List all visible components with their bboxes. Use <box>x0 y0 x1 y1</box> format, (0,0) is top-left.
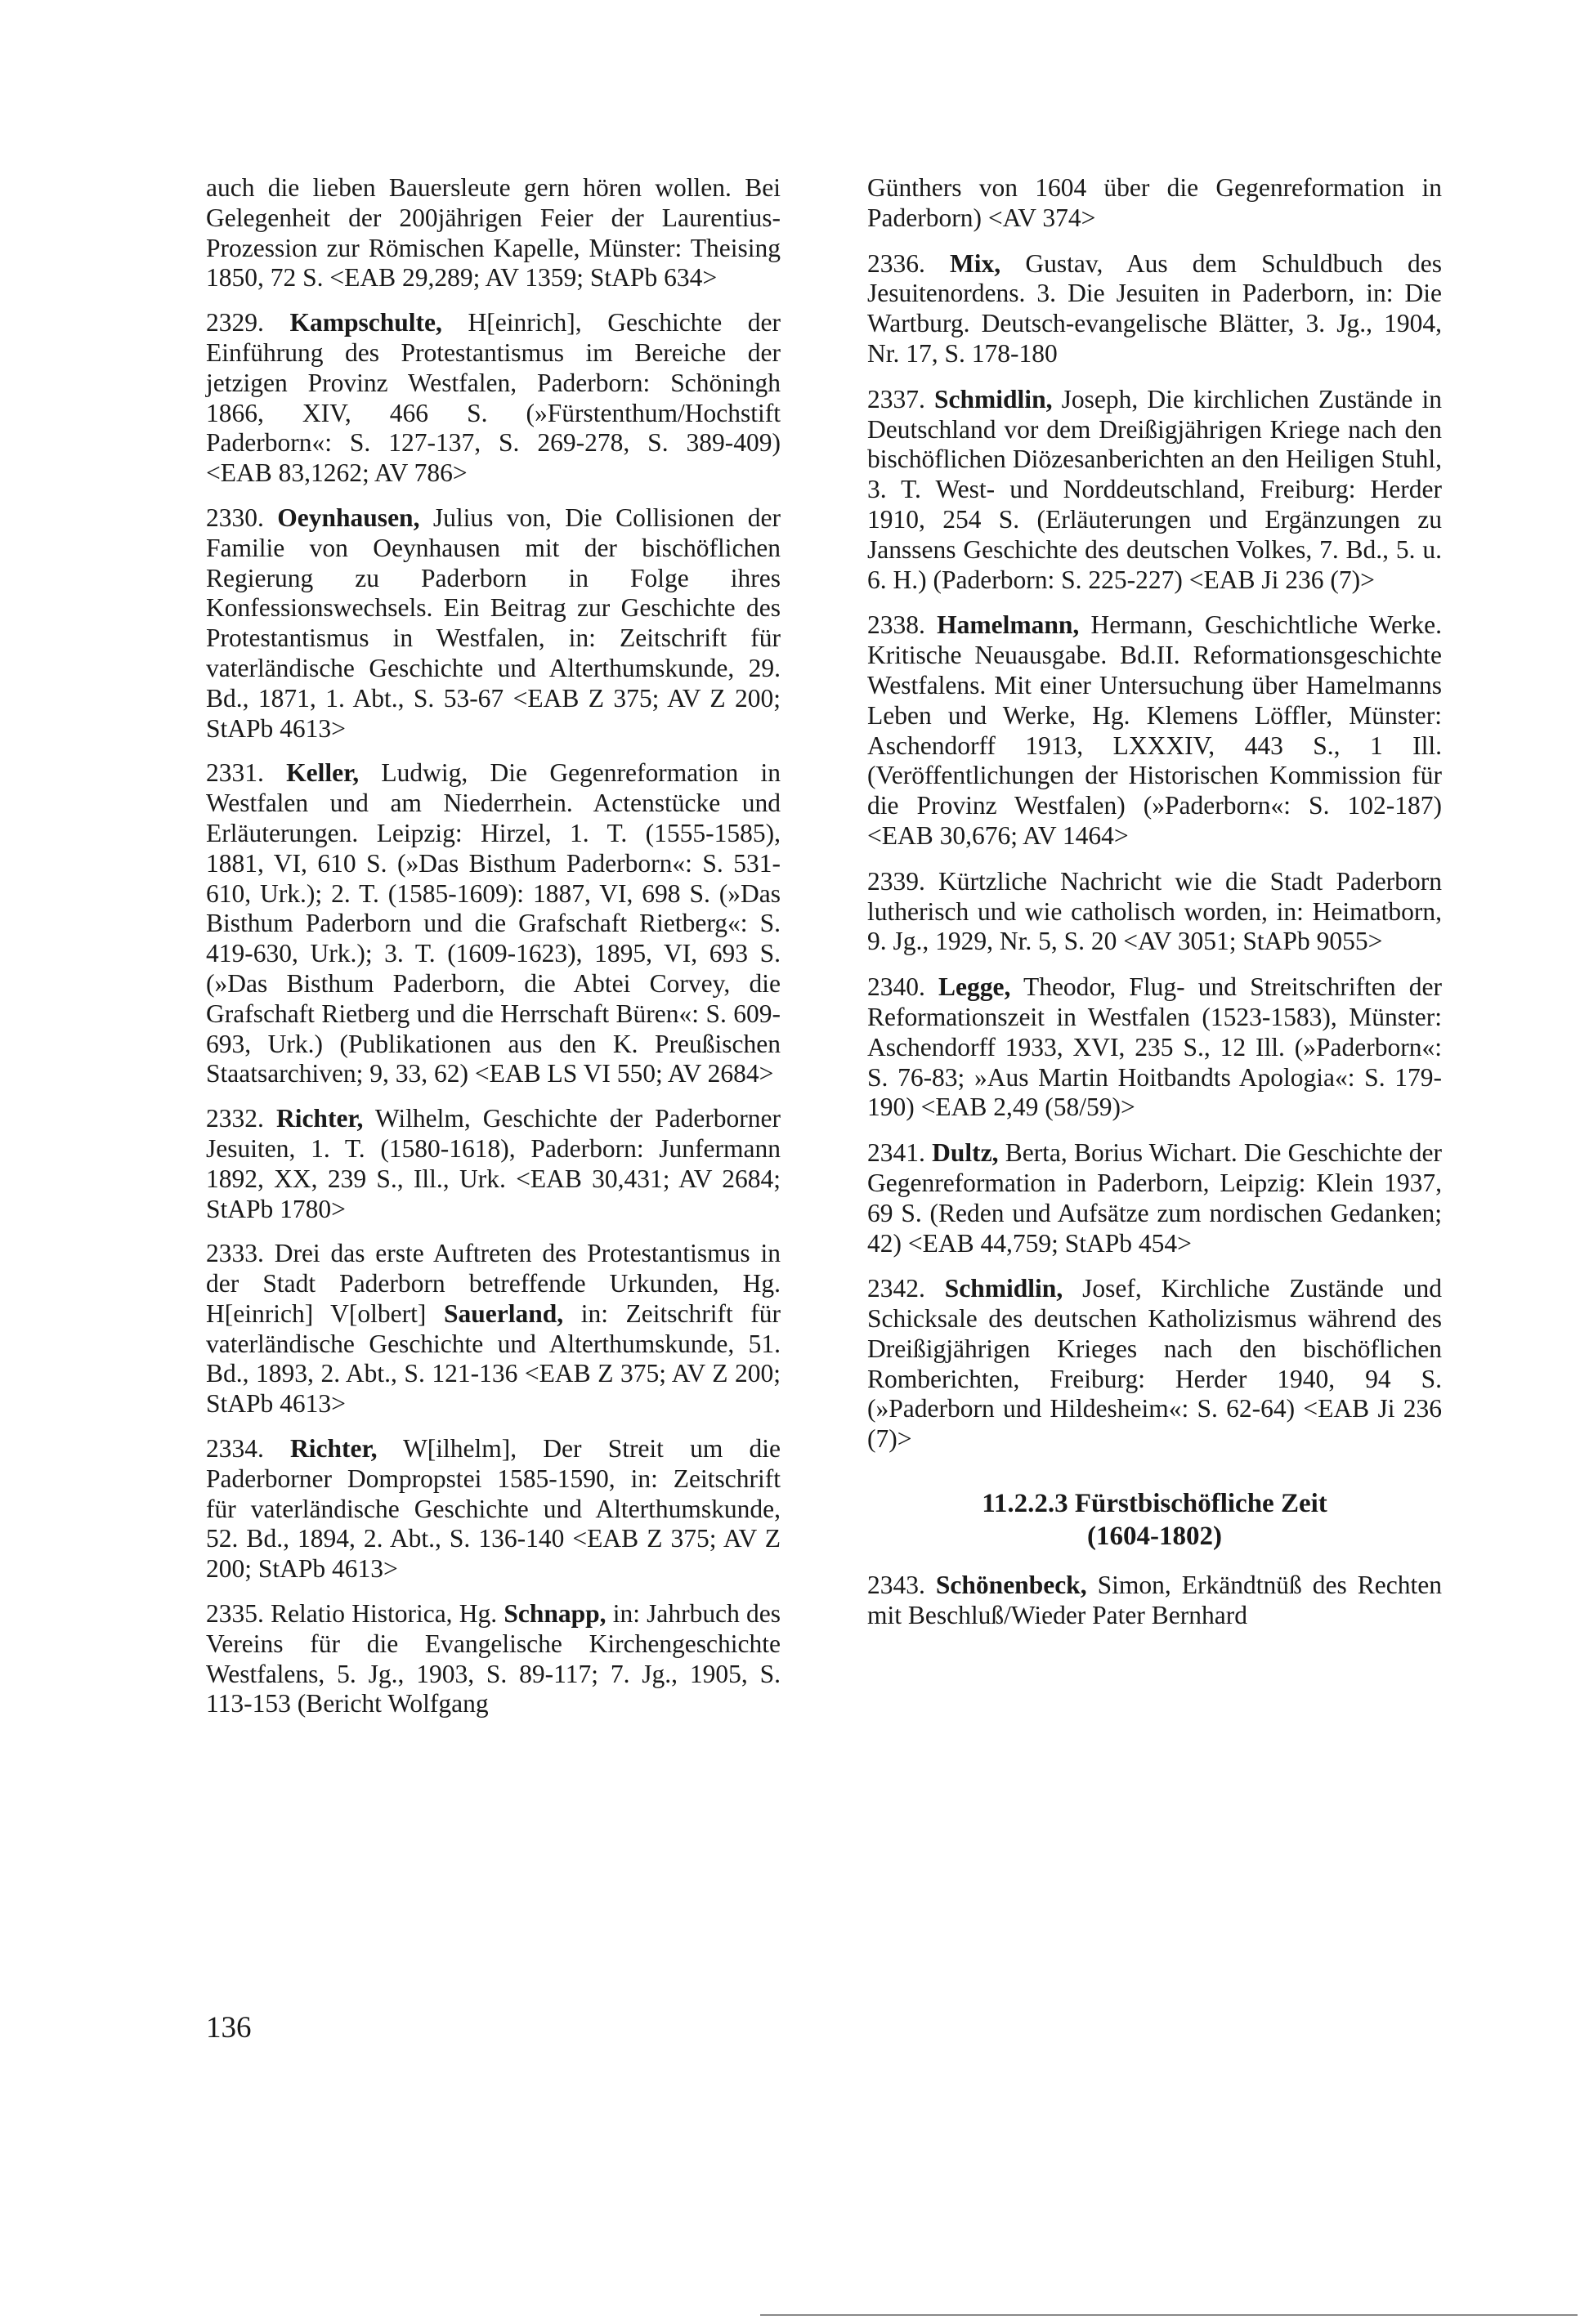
scan-edge-line <box>760 2314 1578 2316</box>
entry-number: 2332. <box>206 1104 264 1133</box>
entry-number: 2335. <box>206 1599 264 1629</box>
entry-number: 2341. <box>867 1138 925 1168</box>
entry-author: Schmidlin, <box>934 384 1053 413</box>
entry-author: Keller, <box>286 758 360 788</box>
left-column <box>206 173 781 1734</box>
entry-author: Schnapp, <box>504 1599 607 1629</box>
entry-text: Gustav, Aus dem Schuldbuch des Jesuitenordens. 3. Die Jesuiten in Paderborn, in: Die Wartburg. Deutsch-evangelische Blätter, 3. Jg., 1904, Nr. 17, S. 178-180 <box>867 248 1443 368</box>
entry-text: Julius von, Die Collisionen der Familie von Oeynhausen mit der bischöflichen Regierung zu Paderborn in Folge ihres Konfessionswechsels. Ein Beitrag zur Geschichte des Protestantismus in Westfalen, in: Zeitschrift für vaterländische Geschichte und Alterthumskunde, 29. Bd., 1871, 1. Abt., S. 53-67 <EAB Z 375; AV Z 200; StAPb 4613> <box>206 503 781 743</box>
continuation-text: auch die lieben Bauersleute gern hören wollen. Bei Gelegenheit der 200jährigen Feier der Laurentius-Prozession zur Römischen Kapelle, Münster: Theising 1850, 72 S. <EAB 29,289; AV 1359; StAPb 634> <box>206 173 781 293</box>
entry-text: Joseph, Die kirchlichen Zustände in Deutschland vor dem Dreißigjährigen Kriege nach den bischöflichen Diözesanberichten an den Heiligen Stuhl, 3. T. West- und Norddeutschland, Freiburg: Herder 1910, 254 S. (Erläuterungen und Ergänzungen zu Janssens Geschichte des deutschen Volkes, 7. Bd., 5. u. 6. H.) (Paderborn: S. 225-227) <EAB Ji 236 (7)> <box>867 384 1442 594</box>
bibliography-entry-2341 <box>867 1138 1442 1258</box>
entry-author: Legge, <box>938 972 1011 1002</box>
entry-text: Berta, Borius Wichart. Die Geschichte der Gegenreformation in Paderborn, Leipzig: Klein 1937, 69 S. (Reden und Aufsätze zum nordischen Gedanken; 42) <EAB 44,759; StAPb 454> <box>867 1138 1442 1258</box>
entry-author: Kampschulte, <box>289 308 442 337</box>
bibliography-entry-2339 <box>867 867 1442 957</box>
entry-number: 2343. <box>867 1571 925 1600</box>
bibliography-entry-2343 <box>867 1571 1442 1631</box>
bibliography-entry-2332 <box>206 1104 781 1224</box>
entry-number: 2330. <box>206 503 264 532</box>
entry-number: 2337. <box>867 384 925 413</box>
entry-number: 2333. <box>206 1239 264 1268</box>
section-heading-period: (1604-1802) <box>1087 1522 1222 1552</box>
entry-number: 2336. <box>867 248 925 278</box>
entry-text: Hermann, Geschichtliche Werke. Kritische Neuausgabe. Bd.II. Reformationsgeschichte Westfalens. Mit einer Untersuchung über Hamelmanns Leben und Werke, Hg. Klemens Löffler, Münster: Aschendorff 1913, LXXXIV, 443 S., 1 Ill. (Veröffentlichungen der Historischen Kommission für die Provinz Westfalen) (»Paderborn«: S. 102-187) <EAB 30,676; AV 1464> <box>867 610 1443 850</box>
entry-author: Dultz, <box>932 1138 999 1168</box>
section-heading-title: 11.2.2.3 Fürstbischöfliche Zeit <box>982 1489 1327 1519</box>
right-column <box>867 173 1442 1647</box>
entry-number: 2334. <box>206 1434 264 1464</box>
entry-number: 2340. <box>867 972 925 1002</box>
entry-author: Richter, <box>290 1434 378 1464</box>
entry-author: Mix, <box>950 248 1001 278</box>
entry-number: 2342. <box>867 1274 925 1303</box>
bibliography-entry-2335 <box>206 1599 781 1719</box>
entry-text: in: Jahrbuch des Vereins für die Evangelische Kirchengeschichte Westfalens, 5. Jg., 1903, S. 89-117; 7. Jg., 1905, S. 113-153 (Bericht Wolfgang <box>206 1599 781 1718</box>
entry-text: Wilhelm, Geschichte der Paderborner Jesuiten, 1. T. (1580-1618), Paderborn: Junfermann 1892, XX, 239 S., Ill., Urk. <EAB 30,431; AV 2684; StAPb 1780> <box>206 1104 781 1223</box>
entry-text: in: Zeitschrift für vaterländische Geschichte und Alterthumskunde, 51. Bd., 1893, 2. Abt., S. 121-136 <EAB Z 375; AV Z 200; StAPb 4613> <box>206 1298 781 1419</box>
entry-title: Relatio Historica, Hg. <box>271 1599 498 1629</box>
bibliography-entry-2337 <box>867 385 1442 596</box>
section-heading <box>867 1487 1442 1553</box>
bibliography-entry-2329 <box>206 308 781 489</box>
entry-number: 2338. <box>867 610 925 640</box>
entry-title: Kürtzliche Nachricht wie die Stadt Paderborn lutherisch und wie catholisch worden, in: Heimatborn, 9. Jg., 1929, Nr. 5, S. 20 <AV 3051; StAPb 9055> <box>867 866 1442 956</box>
entry-number: 2329. <box>206 308 264 337</box>
entry-author: Hamelmann, <box>937 610 1080 640</box>
bibliography-entry-2336 <box>867 249 1442 369</box>
entry-text: Ludwig, Die Gegenreformation in Westfalen und am Niederrhein. Actenstücke und Erläuterungen. Leipzig: Hirzel, 1. T. (1555-1585), 1881, VI, 610 S. (»Das Bisthum Paderborn«: S. 531-610, Urk.); 2. T. (1585-1609): 1887, VI, 698 S. (»Das Bisthum Paderborn und die Grafschaft Rietberg«: S. 419-630, Urk.); 3. T. (1609-1623), 1895, VI, 693 S. (»Das Bisthum Paderborn, die Abtei Corvey, die Grafschaft Rietberg und die Herrschaft Büren«: S. 609-693, Urk.) (Publikationen aus den K. Preußischen Staatsarchiven; 9, 33, 62) <EAB LS VI 550; AV 2684> <box>206 758 781 1088</box>
page-number: 136 <box>206 2011 252 2045</box>
bibliography-entry-2333 <box>206 1239 781 1419</box>
entry-text: Simon, Erkändtnüß des Rechten mit Beschluß/Wieder Pater Bernhard <box>867 1571 1443 1629</box>
bibliography-entry-2334 <box>206 1434 781 1584</box>
entry-author: Schmidlin, <box>944 1274 1063 1303</box>
bibliography-entry-2340 <box>867 972 1442 1123</box>
bibliography-entry-2342 <box>867 1274 1442 1455</box>
entry-author: Schönenbeck, <box>935 1571 1087 1600</box>
entry-author: Oeynhausen, <box>277 503 420 532</box>
entry-text: Theodor, Flug- und Streitschriften der Reformationszeit in Westfalen (1523-1583), Münster: Aschendorff 1933, XVI, 235 S., 12 Ill. (»Paderborn«: S. 76-83; »Aus Martin Hoitbandts Apologia«: S. 179-190) <EAB 2,49 (58/59)> <box>867 972 1443 1122</box>
entry-title: Drei das erste Auftreten des Protestantismus in der Stadt Paderborn betreffende Urkunden, Hg. H[einrich] V[olbert] <box>206 1239 781 1328</box>
entry-number: 2339. <box>867 866 925 896</box>
entry-text: Josef, Kirchliche Zustände und Schicksale des deutschen Katholizismus während des Dreißigjährigen Krieges nach den bischöflichen Romberichten, Freiburg: Herder 1940, 94 S. (»Paderborn und Hildesheim«: S. 62-64) <EAB Ji 236 (7)> <box>867 1274 1443 1454</box>
entry-text: W[ilhelm], Der Streit um die Paderborner Dompropstei 1585-1590, in: Zeitschrift für vaterländische Geschichte und Alterthumskunde, 52. Bd., 1894, 2. Abt., S. 136-140 <EAB Z 375; AV Z 200; StAPb 4613> <box>206 1434 781 1584</box>
entry-author: Sauerland, <box>443 1298 564 1328</box>
bibliography-entry-2338 <box>867 610 1442 851</box>
entry-number: 2331. <box>206 758 264 788</box>
entry-text: H[einrich], Geschichte der Einführung des Protestantismus im Bereiche der jetzigen Provinz Westfalen, Paderborn: Schöningh 1866, XIV, 466 S. (»Fürstenthum/Hochstift Paderborn«: S. 127-137, S. 269-278, S. 389-409) <EAB 83,1262; AV 786> <box>206 308 781 488</box>
entry-author: Richter, <box>275 1104 364 1133</box>
bibliography-entry-2330 <box>206 503 781 744</box>
bibliography-entry-2331 <box>206 758 781 1089</box>
continuation-text: Günthers von 1604 über die Gegenreformation in Paderborn) <AV 374> <box>867 173 1442 232</box>
